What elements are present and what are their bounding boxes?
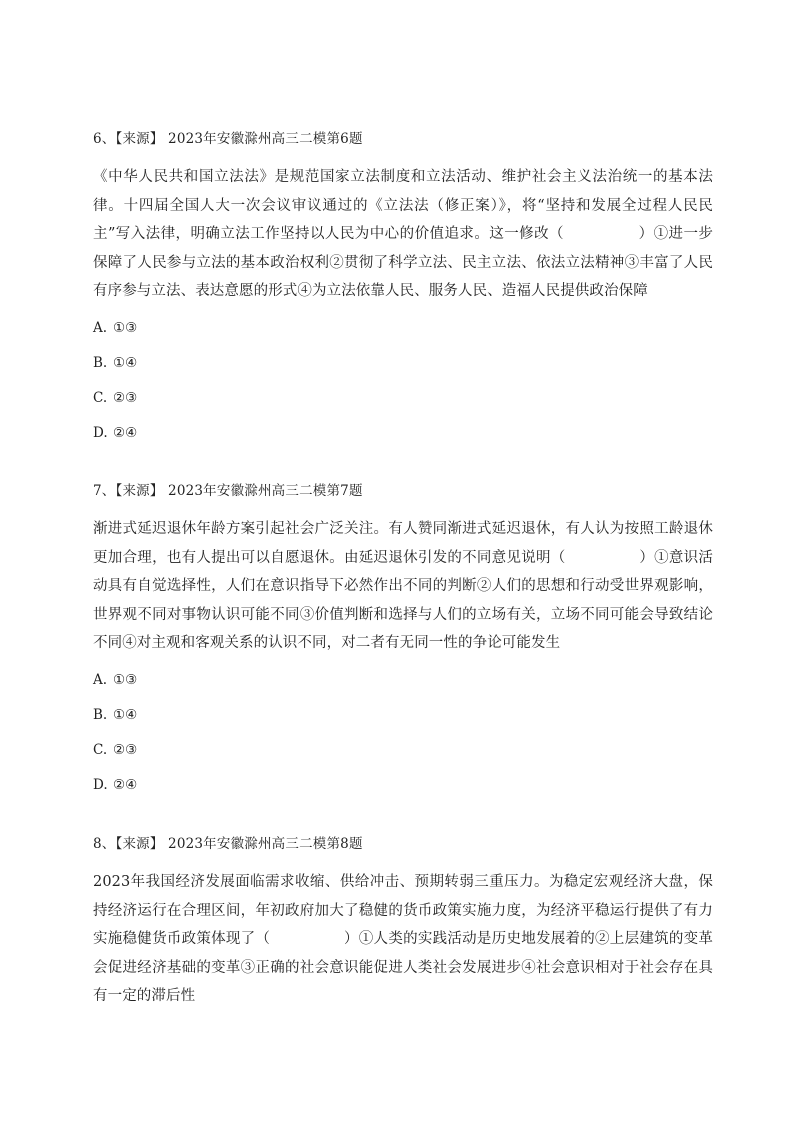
option-letter: A. [93,319,108,336]
question-8 [93,834,713,1011]
option-c[interactable] [93,740,713,775]
option-text: ②④ [113,776,138,793]
option-a[interactable] [93,318,713,353]
option-text: ①③ [113,671,138,688]
question-stem: 渐进式延迟退休年龄方案引起社会广泛关注。有人赞同渐进式延迟退休，有人认为按照工龄退休更加合理，也有人提出可以自愿退休。由延迟退休引发的不同意见说明（ ）①意识活动具有自觉选择性，人们在意识指导下必然作出不同的判断②人们的思想和行动受世界观影响，世界观不同对事物认识可能不同③价值判断和选择与人们的立场有关，立场不同可能会导致结论不同④对主观和客观关系的认识不同，对二者有无同一性的争论可能发生 [93,521,713,651]
option-letter: D. [93,424,108,441]
option-text: ①④ [113,706,138,723]
option-text: ①③ [113,319,138,336]
option-text: ①④ [113,354,138,371]
option-letter: C. [93,741,108,758]
option-list [93,318,713,458]
question-7 [93,481,713,810]
option-c[interactable] [93,388,713,423]
option-d[interactable] [93,775,713,810]
question-stem: 《中华人民共和国立法法》是规范国家立法制度和立法活动、维护社会主义法治统一的基本法律。十四届全国人大一次会议审议通过的《立法法（修正案）》，将“坚持和发展全过程人民民主”写入法律，明确立法工作坚持以人民为中心的价值追求。这一修改（ ）①进一步保障了人民参与立法的基本政治权利②贯彻了科学立法、民主立法、依法立法精神③丰富了人民有序参与立法、表达意愿的形式④为立法依靠人民、服务人民、造福人民提供政治保障 [93,169,713,299]
option-a[interactable] [93,670,713,705]
option-b[interactable] [93,705,713,740]
option-d[interactable] [93,423,713,458]
question-6 [93,129,713,458]
option-letter: B. [93,706,108,723]
option-text: ②③ [113,741,138,758]
option-letter: D. [93,776,108,793]
option-letter: B. [93,354,108,371]
question-stem: 2023年我国经济发展面临需求收缩、供给冲击、预期转弱三重压力。为稳定宏观经济大盘，保持经济运行在合理区间，年初政府加大了稳健的货币政策实施力度，为经济平稳运行提供了有力实施稳健货币政策体现了（ ）①人类的实践活动是历史地发展着的②上层建筑的变革会促进经济基础的变革③正确的社会意识能促进人类社会发展进步④社会意识相对于社会存在具有一定的滞后性 [93,874,713,1004]
option-text: ②④ [113,424,138,441]
option-list [93,670,713,810]
option-letter: C. [93,389,108,406]
question-header: 8、【来源】 2023年安徽滁州高三二模第8题 [93,836,363,852]
option-text: ②③ [113,389,138,406]
option-b[interactable] [93,353,713,388]
question-header: 7、【来源】 2023年安徽滁州高三二模第7题 [93,483,363,499]
option-letter: A. [93,671,108,688]
question-header: 6、【来源】 2023年安徽滁州高三二模第6题 [93,131,363,147]
